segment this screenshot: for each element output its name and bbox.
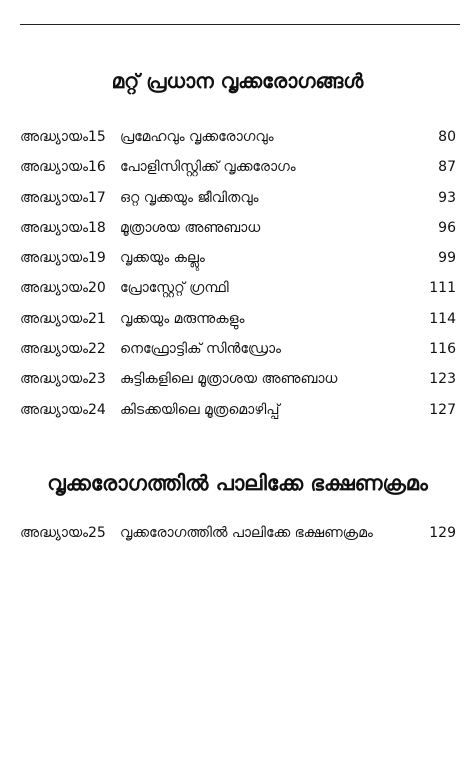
- chapter-label: അദ്ധ്യായം: [20, 310, 89, 327]
- toc-list: [20, 126, 456, 429]
- toc-entry[interactable]: [20, 126, 456, 156]
- section-title: വൃക്കരോഗത്തിൽ പാലിക്കേ ഭക്ഷണക്രമം: [47, 471, 428, 495]
- toc-entry[interactable]: [20, 247, 456, 277]
- chapter-title: നെഫ്രോട്ടിക് സിൻഡ്രോം: [120, 341, 282, 358]
- chapter-number: 17: [88, 189, 106, 206]
- chapter-title: പ്രോസ്റ്റേറ്റ് ഗ്രന്ഥി: [120, 280, 229, 297]
- chapter-number: 15: [88, 129, 106, 145]
- page-number: 87: [438, 159, 456, 176]
- chapter-title: കിടക്കയിലെ മൂത്രമൊഴിപ്പ്: [120, 401, 280, 418]
- page-number: 96: [438, 219, 456, 236]
- toc-entry[interactable]: [20, 277, 456, 307]
- chapter-label: അദ്ധ്യായം: [20, 250, 89, 267]
- chapter-title: വൃക്കയും മരുന്നുകളും: [120, 310, 245, 327]
- chapter-number: 24: [88, 401, 106, 418]
- page-number: 129: [429, 525, 456, 541]
- toc-entry[interactable]: [20, 522, 456, 552]
- chapter-title: പ്രമേഹവും വൃക്കരോഗവും: [120, 129, 274, 145]
- chapter-label: അദ്ധ്യായം: [20, 371, 89, 388]
- page-number: 123: [429, 371, 456, 388]
- chapter-label: അദ്ധ്യായം: [20, 525, 89, 541]
- page-number: 127: [429, 401, 456, 418]
- chapter-title: ഒറ്റ വൃക്കയും ജീവിതവും: [120, 189, 259, 206]
- toc-entry[interactable]: [20, 399, 456, 429]
- chapter-title: വൃക്കരോഗത്തിൽ പാലിക്കേ ഭക്ഷണക്രമം: [120, 525, 373, 541]
- chapter-number: 25: [88, 525, 106, 541]
- chapter-number: 21: [88, 310, 106, 327]
- chapter-label: അദ്ധ്യായം: [20, 219, 89, 236]
- chapter-number: 22: [88, 341, 106, 358]
- section-title: മറ്റ് പ്രധാന വൃക്കരോഗങ്ങൾ: [111, 69, 364, 93]
- chapter-number: 23: [88, 371, 106, 388]
- top-rule: [20, 24, 460, 25]
- chapter-label: അദ്ധ്യായം: [20, 129, 89, 145]
- page-number: 80: [438, 129, 456, 145]
- chapter-label: അദ്ധ്യായം: [20, 401, 89, 418]
- chapter-number: 16: [88, 159, 106, 176]
- chapter-label: അദ്ധ്യായം: [20, 159, 89, 176]
- chapter-label: അദ്ധ്യായം: [20, 189, 89, 206]
- chapter-title: കുട്ടികളിലെ മൂത്രാശയ അണുബാധ: [120, 371, 338, 388]
- chapter-label: അദ്ധ്യായം: [20, 280, 89, 297]
- chapter-title: വൃക്കയും കല്ലും: [120, 250, 205, 267]
- chapter-title: മൂത്രാശയ അണുബാധ: [120, 219, 261, 236]
- page-number: 93: [438, 189, 456, 206]
- toc-entry[interactable]: [20, 368, 456, 398]
- page-number: 116: [429, 341, 456, 358]
- chapter-number: 20: [88, 280, 106, 297]
- chapter-label: അദ്ധ്യായം: [20, 341, 89, 358]
- toc-entry[interactable]: [20, 187, 456, 217]
- toc-entry[interactable]: [20, 156, 456, 186]
- toc-entry[interactable]: [20, 308, 456, 338]
- page-number: 111: [429, 280, 456, 297]
- toc-list: [20, 522, 456, 552]
- toc-entry[interactable]: [20, 338, 456, 368]
- page-number: 99: [438, 250, 456, 267]
- chapter-number: 18: [88, 219, 106, 236]
- chapter-title: പോളിസിസ്റ്റിക്ക് വൃക്കരോഗം: [120, 159, 296, 176]
- page-number: 114: [429, 310, 456, 327]
- toc-entry[interactable]: [20, 217, 456, 247]
- chapter-number: 19: [88, 250, 106, 267]
